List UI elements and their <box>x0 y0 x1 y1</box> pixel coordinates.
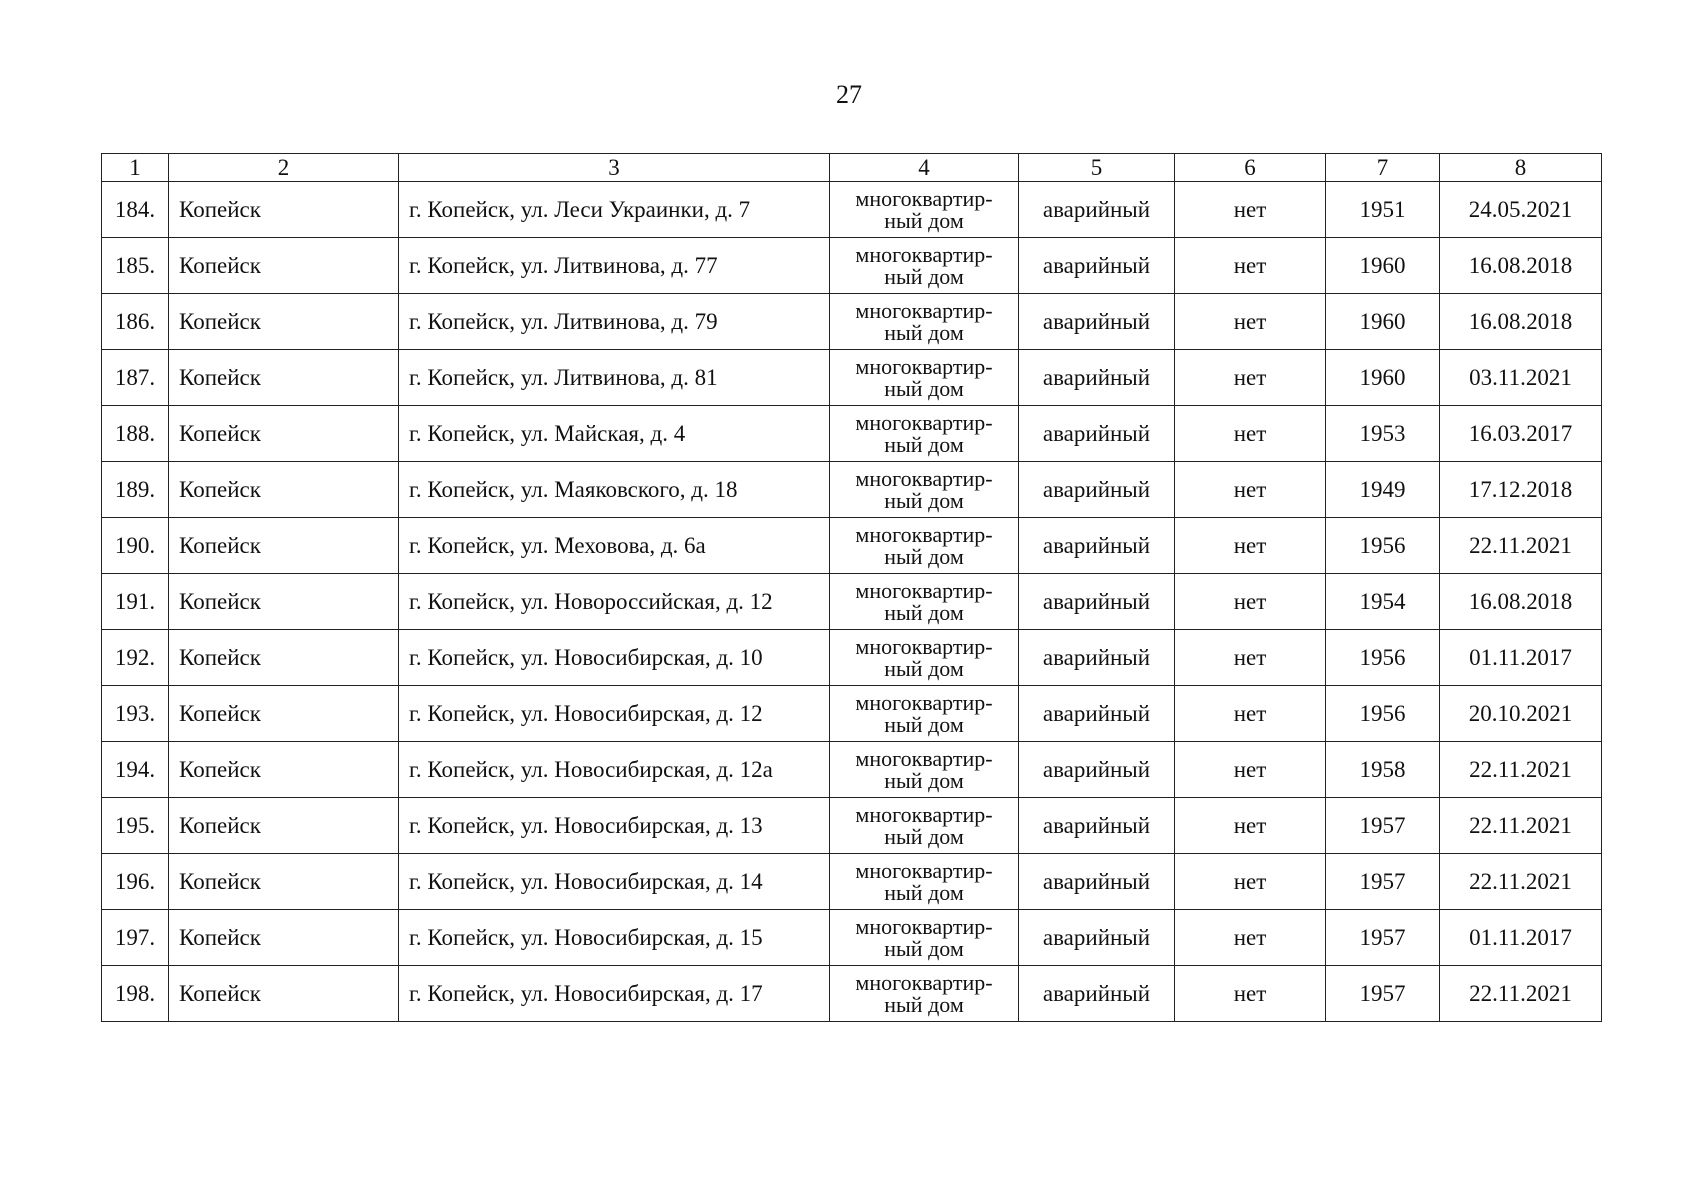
building-type-line: многоквартир- <box>855 185 993 211</box>
year-cell: 1960 <box>1326 238 1440 294</box>
status-cell: аварийный <box>1019 742 1175 798</box>
row-number: 191. <box>102 574 169 630</box>
address-cell: г. Копейск, ул. Литвинова, д. 77 <box>399 238 830 294</box>
column-number-header: 2 <box>169 154 399 182</box>
building-type-line: многоквартир- <box>855 913 993 939</box>
building-type-line: ный дом <box>884 767 964 793</box>
address-cell: г. Копейск, ул. Новосибирская, д. 14 <box>399 854 830 910</box>
date-cell: 01.11.2017 <box>1440 910 1602 966</box>
year-cell: 1960 <box>1326 350 1440 406</box>
row-number: 184. <box>102 182 169 238</box>
row-number: 186. <box>102 294 169 350</box>
building-type-cell <box>830 238 1019 294</box>
housing-registry-table <box>101 153 1602 1022</box>
row-number: 197. <box>102 910 169 966</box>
address-cell: г. Копейск, ул. Майская, д. 4 <box>399 406 830 462</box>
flag-cell: нет <box>1175 462 1326 518</box>
flag-cell: нет <box>1175 910 1326 966</box>
building-type-line: многоквартир- <box>855 465 993 491</box>
date-cell: 22.11.2021 <box>1440 518 1602 574</box>
city-cell: Копейск <box>169 462 399 518</box>
row-number: 192. <box>102 630 169 686</box>
building-type-cell <box>830 294 1019 350</box>
address-cell: г. Копейск, ул. Меховова, д. 6а <box>399 518 830 574</box>
status-cell: аварийный <box>1019 798 1175 854</box>
status-cell: аварийный <box>1019 854 1175 910</box>
building-type-line: ный дом <box>884 879 964 905</box>
city-cell: Копейск <box>169 630 399 686</box>
table-row <box>102 798 1602 854</box>
city-cell: Копейск <box>169 574 399 630</box>
address-cell: г. Копейск, ул. Новороссийская, д. 12 <box>399 574 830 630</box>
building-type-line: ный дом <box>884 655 964 681</box>
status-cell: аварийный <box>1019 182 1175 238</box>
row-number: 185. <box>102 238 169 294</box>
year-cell: 1956 <box>1326 518 1440 574</box>
year-cell: 1949 <box>1326 462 1440 518</box>
building-type-cell <box>830 798 1019 854</box>
date-cell: 16.08.2018 <box>1440 238 1602 294</box>
table-row <box>102 182 1602 238</box>
year-cell: 1953 <box>1326 406 1440 462</box>
row-number: 193. <box>102 686 169 742</box>
city-cell: Копейск <box>169 294 399 350</box>
table-row <box>102 630 1602 686</box>
flag-cell: нет <box>1175 686 1326 742</box>
address-cell: г. Копейск, ул. Леси Украинки, д. 7 <box>399 182 830 238</box>
row-number: 198. <box>102 966 169 1022</box>
building-type-line: ный дом <box>884 375 964 401</box>
building-type-cell <box>830 182 1019 238</box>
table-row <box>102 686 1602 742</box>
status-cell: аварийный <box>1019 350 1175 406</box>
flag-cell: нет <box>1175 630 1326 686</box>
table-row <box>102 910 1602 966</box>
year-cell: 1957 <box>1326 910 1440 966</box>
flag-cell: нет <box>1175 406 1326 462</box>
column-number-row <box>102 154 1602 182</box>
row-number: 194. <box>102 742 169 798</box>
building-type-line: ный дом <box>884 935 964 961</box>
flag-cell: нет <box>1175 574 1326 630</box>
building-type-line: ный дом <box>884 319 964 345</box>
city-cell: Копейск <box>169 966 399 1022</box>
building-type-cell <box>830 910 1019 966</box>
table-row <box>102 238 1602 294</box>
building-type-line: многоквартир- <box>855 353 993 379</box>
city-cell: Копейск <box>169 798 399 854</box>
flag-cell: нет <box>1175 966 1326 1022</box>
status-cell: аварийный <box>1019 238 1175 294</box>
building-type-line: ный дом <box>884 207 964 233</box>
year-cell: 1957 <box>1326 966 1440 1022</box>
building-type-line: многоквартир- <box>855 745 993 771</box>
flag-cell: нет <box>1175 798 1326 854</box>
row-number: 195. <box>102 798 169 854</box>
flag-cell: нет <box>1175 294 1326 350</box>
address-cell: г. Копейск, ул. Новосибирская, д. 13 <box>399 798 830 854</box>
table-row <box>102 742 1602 798</box>
building-type-cell <box>830 854 1019 910</box>
status-cell: аварийный <box>1019 686 1175 742</box>
building-type-line: ный дом <box>884 263 964 289</box>
column-number-header: 8 <box>1440 154 1602 182</box>
building-type-cell <box>830 574 1019 630</box>
address-cell: г. Копейск, ул. Новосибирская, д. 15 <box>399 910 830 966</box>
status-cell: аварийный <box>1019 910 1175 966</box>
building-type-line: многоквартир- <box>855 241 993 267</box>
column-number-header: 5 <box>1019 154 1175 182</box>
table-row <box>102 574 1602 630</box>
table-row <box>102 350 1602 406</box>
building-type-line: многоквартир- <box>855 857 993 883</box>
year-cell: 1957 <box>1326 854 1440 910</box>
year-cell: 1960 <box>1326 294 1440 350</box>
building-type-line: многоквартир- <box>855 689 993 715</box>
address-cell: г. Копейск, ул. Новосибирская, д. 12 <box>399 686 830 742</box>
year-cell: 1954 <box>1326 574 1440 630</box>
column-number-header: 6 <box>1175 154 1326 182</box>
city-cell: Копейск <box>169 518 399 574</box>
date-cell: 20.10.2021 <box>1440 686 1602 742</box>
status-cell: аварийный <box>1019 966 1175 1022</box>
date-cell: 16.08.2018 <box>1440 294 1602 350</box>
status-cell: аварийный <box>1019 462 1175 518</box>
building-type-cell <box>830 518 1019 574</box>
building-type-line: ный дом <box>884 599 964 625</box>
address-cell: г. Копейск, ул. Литвинова, д. 81 <box>399 350 830 406</box>
date-cell: 22.11.2021 <box>1440 798 1602 854</box>
building-type-cell <box>830 406 1019 462</box>
table-row <box>102 518 1602 574</box>
building-type-line: многоквартир- <box>855 969 993 995</box>
status-cell: аварийный <box>1019 630 1175 686</box>
building-type-line: ный дом <box>884 543 964 569</box>
city-cell: Копейск <box>169 854 399 910</box>
page-number: 27 <box>836 80 862 109</box>
city-cell: Копейск <box>169 182 399 238</box>
status-cell: аварийный <box>1019 574 1175 630</box>
flag-cell: нет <box>1175 238 1326 294</box>
flag-cell: нет <box>1175 518 1326 574</box>
year-cell: 1951 <box>1326 182 1440 238</box>
building-type-cell <box>830 742 1019 798</box>
row-number: 189. <box>102 462 169 518</box>
building-type-line: ный дом <box>884 711 964 737</box>
building-type-line: ный дом <box>884 991 964 1017</box>
row-number: 187. <box>102 350 169 406</box>
column-number-header: 1 <box>102 154 169 182</box>
row-number: 196. <box>102 854 169 910</box>
building-type-line: многоквартир- <box>855 577 993 603</box>
flag-cell: нет <box>1175 350 1326 406</box>
date-cell: 16.08.2018 <box>1440 574 1602 630</box>
address-cell: г. Копейск, ул. Литвинова, д. 79 <box>399 294 830 350</box>
column-number-header: 3 <box>399 154 830 182</box>
row-number: 190. <box>102 518 169 574</box>
status-cell: аварийный <box>1019 518 1175 574</box>
flag-cell: нет <box>1175 742 1326 798</box>
building-type-line: ный дом <box>884 431 964 457</box>
table-row <box>102 294 1602 350</box>
date-cell: 03.11.2021 <box>1440 350 1602 406</box>
city-cell: Копейск <box>169 238 399 294</box>
year-cell: 1956 <box>1326 630 1440 686</box>
date-cell: 24.05.2021 <box>1440 182 1602 238</box>
city-cell: Копейск <box>169 910 399 966</box>
building-type-line: ный дом <box>884 823 964 849</box>
table-row <box>102 854 1602 910</box>
date-cell: 01.11.2017 <box>1440 630 1602 686</box>
year-cell: 1956 <box>1326 686 1440 742</box>
building-type-cell <box>830 686 1019 742</box>
building-type-line: многоквартир- <box>855 521 993 547</box>
column-number-header: 4 <box>830 154 1019 182</box>
building-type-line: многоквартир- <box>855 409 993 435</box>
column-number-header: 7 <box>1326 154 1440 182</box>
row-number: 188. <box>102 406 169 462</box>
building-type-line: многоквартир- <box>855 297 993 323</box>
date-cell: 17.12.2018 <box>1440 462 1602 518</box>
status-cell: аварийный <box>1019 294 1175 350</box>
date-cell: 22.11.2021 <box>1440 966 1602 1022</box>
address-cell: г. Копейск, ул. Маяковского, д. 18 <box>399 462 830 518</box>
address-cell: г. Копейск, ул. Новосибирская, д. 10 <box>399 630 830 686</box>
building-type-line: многоквартир- <box>855 633 993 659</box>
flag-cell: нет <box>1175 854 1326 910</box>
flag-cell: нет <box>1175 182 1326 238</box>
city-cell: Копейск <box>169 350 399 406</box>
date-cell: 22.11.2021 <box>1440 854 1602 910</box>
building-type-cell <box>830 350 1019 406</box>
table-row <box>102 406 1602 462</box>
building-type-cell <box>830 462 1019 518</box>
city-cell: Копейск <box>169 406 399 462</box>
city-cell: Копейск <box>169 686 399 742</box>
building-type-cell <box>830 630 1019 686</box>
year-cell: 1957 <box>1326 798 1440 854</box>
table-row <box>102 462 1602 518</box>
table-row <box>102 966 1602 1022</box>
building-type-line: ный дом <box>884 487 964 513</box>
address-cell: г. Копейск, ул. Новосибирская, д. 17 <box>399 966 830 1022</box>
city-cell: Копейск <box>169 742 399 798</box>
date-cell: 22.11.2021 <box>1440 742 1602 798</box>
address-cell: г. Копейск, ул. Новосибирская, д. 12а <box>399 742 830 798</box>
building-type-line: многоквартир- <box>855 801 993 827</box>
building-type-cell <box>830 966 1019 1022</box>
status-cell: аварийный <box>1019 406 1175 462</box>
date-cell: 16.03.2017 <box>1440 406 1602 462</box>
year-cell: 1958 <box>1326 742 1440 798</box>
